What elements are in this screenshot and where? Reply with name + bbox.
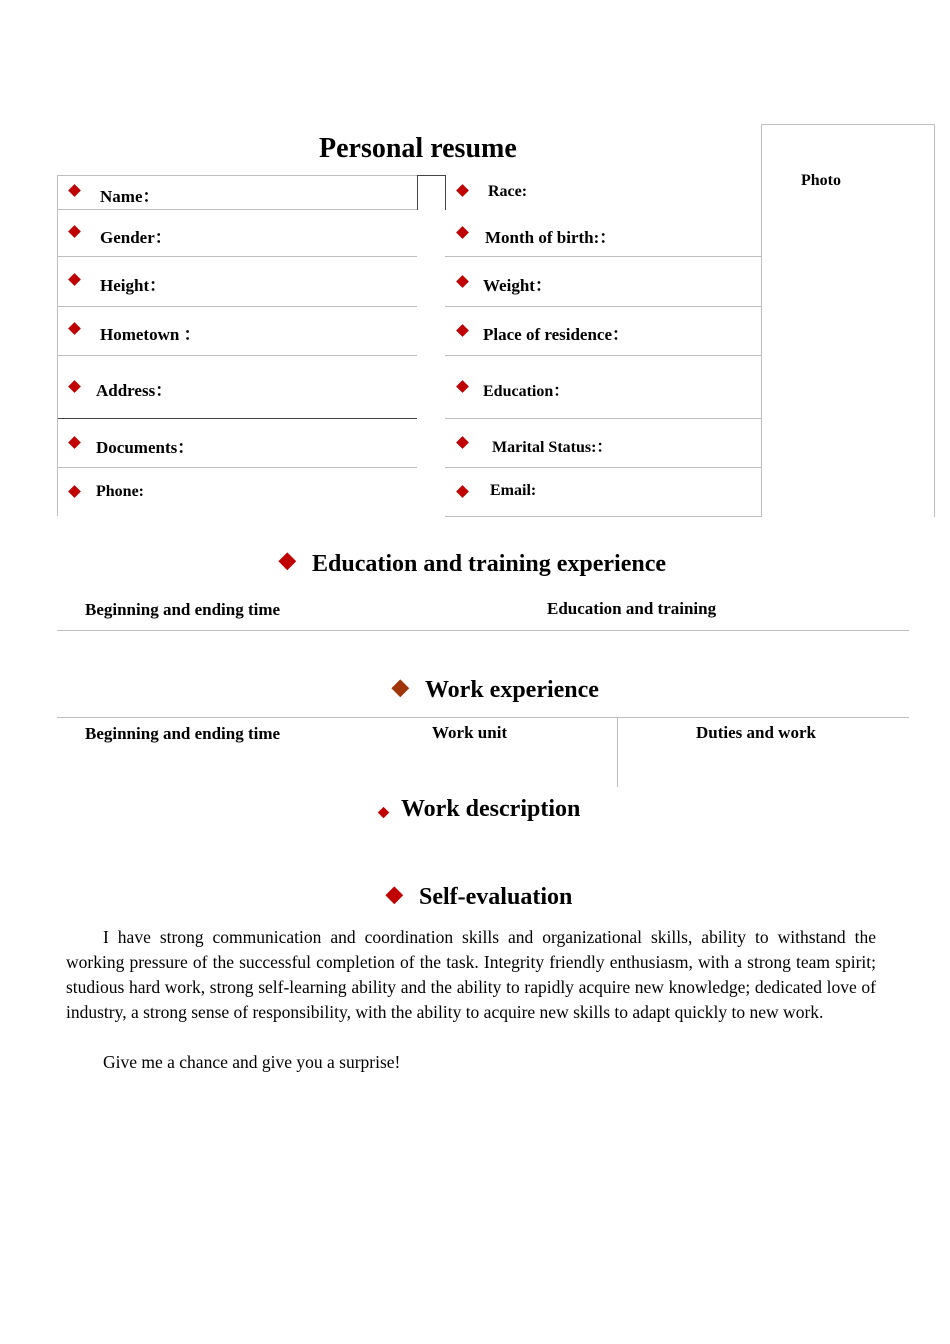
work-col-time: Beginning and ending time [85, 724, 281, 743]
table-border [57, 175, 417, 176]
education-section-title: Education and training experience [312, 551, 667, 577]
marital-status-label: Marital Status:： [492, 439, 613, 456]
photo-box [761, 124, 935, 517]
table-border [57, 209, 417, 210]
page-title: Personal resume [319, 133, 517, 164]
self-evaluation-closing: Give me a chance and give you a surprise! [103, 1052, 401, 1072]
work-col-unit: Work unit [432, 723, 508, 742]
work-col-duties: Duties and work [696, 723, 816, 742]
self-evaluation-title: Self-evaluation [419, 884, 573, 910]
height-label: Height： [100, 276, 167, 295]
table-border [617, 717, 618, 787]
table-border [57, 630, 909, 631]
table-border [57, 418, 417, 419]
work-section-title: Work experience [425, 677, 599, 703]
table-border [445, 418, 761, 419]
education-col-time: Beginning and ending time [85, 600, 281, 619]
table-border [417, 175, 418, 210]
table-border [417, 175, 445, 176]
table-border [57, 717, 909, 718]
place-of-residence-label: Place of residence： [483, 325, 630, 344]
name-label: Name： [100, 187, 160, 206]
gender-label: Gender： [100, 228, 172, 247]
table-border [57, 467, 417, 468]
table-border [445, 516, 761, 517]
table-border [445, 256, 761, 257]
table-border [57, 306, 417, 307]
table-border [57, 175, 58, 516]
weight-label: Weight： [483, 276, 552, 295]
table-border [445, 175, 446, 210]
documents-label: Documents： [96, 438, 195, 457]
phone-label: Phone: [96, 483, 144, 500]
email-label: Email: [490, 482, 537, 499]
self-evaluation-paragraph: I have strong communication and coordination skills and organizational skills, ability to withstand the working pressure of the successful completion of the task. Integrity friendly enthusiasm, with a strong team spirit; studious hard work, strong self-learning ability and the ability to rapidly acquire new knowledge; dedicated love of industry, a strong sense of responsibility, with the ability to acquire new skills to adapt quickly to new work. [66, 927, 876, 1022]
table-border [445, 355, 761, 356]
education-col-education: Education and training [547, 599, 717, 618]
photo-label: Photo [801, 172, 841, 189]
month-of-birth-label: Month of birth:： [485, 228, 617, 247]
table-border [57, 355, 417, 356]
table-border [445, 306, 761, 307]
address-label: Address： [96, 381, 173, 400]
table-border [445, 467, 761, 468]
hometown-label: Hometown ： [100, 325, 201, 344]
table-border [57, 256, 417, 257]
race-label: Race: [488, 183, 528, 200]
education-label: Education： [483, 383, 570, 400]
work-description-title: Work description [401, 796, 581, 822]
